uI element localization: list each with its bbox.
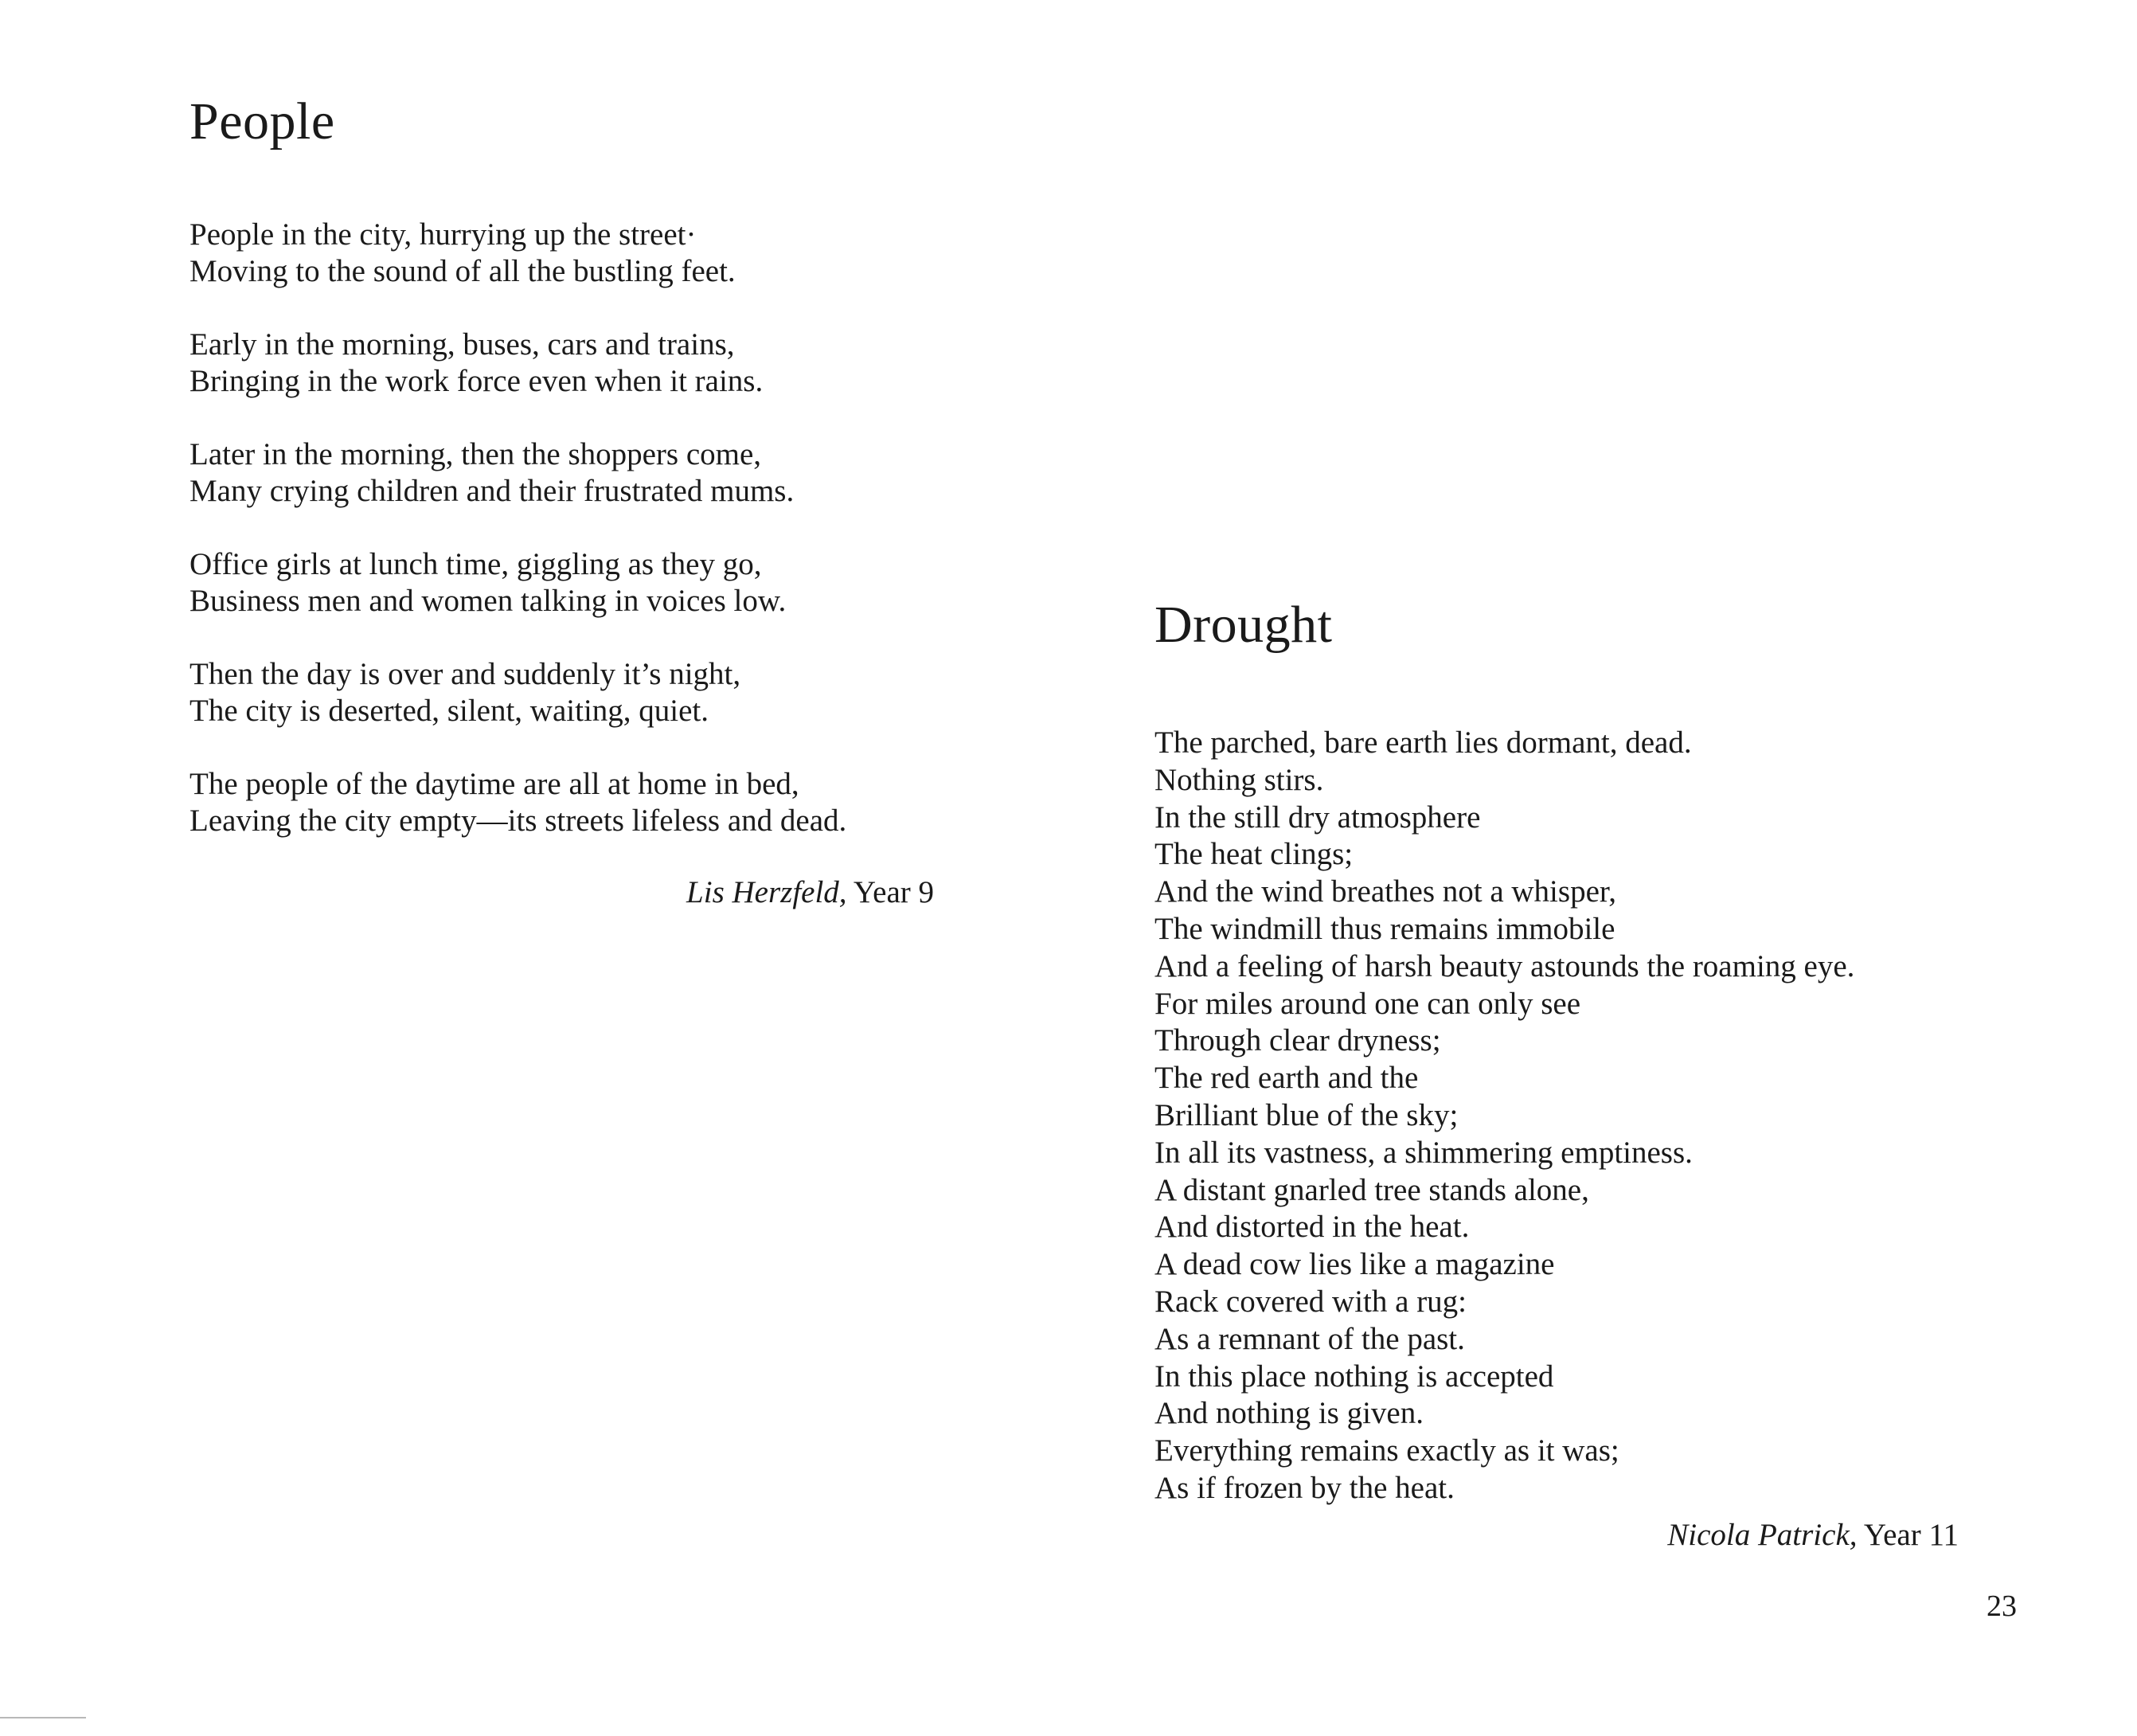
poem-title: People xyxy=(189,92,335,151)
poem-line: And the wind breathes not a whisper, xyxy=(1154,874,1617,909)
poem-line: The parched, bare earth lies dormant, dead. xyxy=(1154,725,1692,760)
poem-line: And distorted in the heat. xyxy=(1154,1210,1470,1245)
poem-line: Bringing in the work force even when it rains. xyxy=(189,364,764,398)
poem-line: Then the day is over and suddenly it’s night, xyxy=(189,657,741,691)
poem-line: Office girls at lunch time, giggling as they go, xyxy=(189,547,762,581)
poem-line: People in the city, hurrying up the street· xyxy=(189,217,697,252)
poem-line: And nothing is given. xyxy=(1154,1396,1424,1431)
poem-credit xyxy=(189,874,934,911)
poem-line: The city is deserted, silent, waiting, quiet. xyxy=(189,694,709,728)
poem-line: In this place nothing is accepted xyxy=(1154,1359,1554,1394)
poem-line: Rack covered with a rug: xyxy=(1154,1284,1467,1319)
poem-line: Nothing stirs. xyxy=(1154,762,1324,797)
stanza xyxy=(189,546,954,620)
stanza xyxy=(189,436,954,510)
poem-title: Drought xyxy=(1154,596,1333,654)
poem-line: Many crying children and their frustrated mums. xyxy=(189,474,795,508)
poem-line: The heat clings; xyxy=(1154,837,1354,872)
poem-line: The people of the daytime are all at home in bed, xyxy=(189,767,799,801)
poem-people xyxy=(189,92,954,911)
poem-line: In all its vastness, a shimmering emptiness. xyxy=(1154,1135,1693,1170)
author-year: Year 11 xyxy=(1863,1517,1959,1552)
poem-line: A dead cow lies like a magazine xyxy=(1154,1247,1555,1282)
poem-line: Early in the morning, buses, cars and trains, xyxy=(189,327,735,362)
poem-body xyxy=(1154,725,1983,1507)
scan-edge-line xyxy=(0,1717,86,1718)
poem-line: Everything remains exactly as it was; xyxy=(1154,1433,1619,1468)
poem-line: As a remnant of the past. xyxy=(1154,1321,1465,1356)
poem-line: Later in the morning, then the shoppers come, xyxy=(189,437,762,471)
page-number: 23 xyxy=(1987,1589,2017,1623)
poem-line: Moving to the sound of all the bustling feet. xyxy=(189,254,736,288)
poem-line: A distant gnarled tree stands alone, xyxy=(1154,1172,1589,1207)
author-year: Year 9 xyxy=(853,875,934,909)
poem-line: In the still dry atmosphere xyxy=(1154,800,1481,835)
poem-body xyxy=(189,217,954,839)
stanza xyxy=(189,217,954,290)
poem-line: For miles around one can only see xyxy=(1154,986,1581,1021)
author-name: Nicola Patrick, xyxy=(1667,1517,1858,1552)
poem-line: Brilliant blue of the sky; xyxy=(1154,1097,1459,1132)
poem-credit xyxy=(1154,1517,1959,1554)
poem-line: Through clear dryness; xyxy=(1154,1023,1441,1058)
poem-line: And a feeling of harsh beauty astounds the roaming eye. xyxy=(1154,948,1855,983)
poem-line: Business men and women talking in voices low. xyxy=(189,584,787,618)
poem-drought xyxy=(1154,596,1983,1554)
author-name: Lis Herzfeld, xyxy=(686,875,847,909)
poem-line: Leaving the city empty—its streets lifeless and dead. xyxy=(189,803,847,838)
stanza xyxy=(189,656,954,729)
stanza xyxy=(189,326,954,400)
poem-line: As if frozen by the heat. xyxy=(1154,1470,1455,1505)
stanza xyxy=(189,766,954,839)
poem-line: The red earth and the xyxy=(1154,1061,1419,1096)
poem-line: The windmill thus remains immobile xyxy=(1154,911,1615,946)
